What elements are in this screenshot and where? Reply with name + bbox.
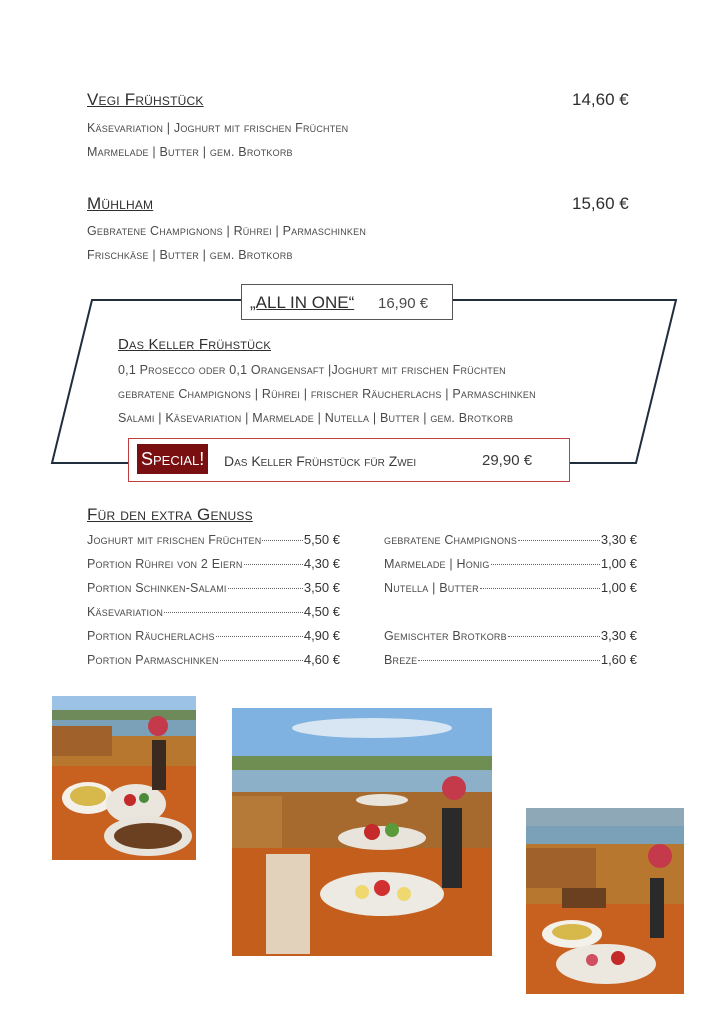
list-item	[87, 628, 340, 643]
item-name: Portion Räucherlachs	[87, 629, 215, 643]
dot-leader	[216, 636, 303, 637]
list-item	[87, 556, 340, 571]
dot-leader	[418, 660, 600, 661]
special-text: Das Keller Frühstück für Zwei	[224, 453, 417, 469]
breakfast-photo-center	[232, 708, 492, 956]
keller-desc: 0,1 Prosecco oder 0,1 Orangensaft |Joghurt mit frischen Früchten	[118, 363, 506, 377]
special-price: 29,90 €	[482, 452, 533, 469]
menu-item-desc: Marmelade | Butter | gem. Brotkorb	[87, 145, 293, 159]
list-item	[384, 556, 637, 571]
menu-item-desc: Frischkäse | Butter | gem. Brotkorb	[87, 248, 293, 262]
item-name: Käsevariation	[87, 605, 164, 619]
list-item	[87, 580, 340, 595]
item-price: 1,60 €	[600, 652, 637, 667]
item-name: Portion Schinken-Salami	[87, 581, 227, 595]
dot-leader	[491, 564, 600, 565]
item-name: Portion Rührei von 2 Eiern	[87, 557, 243, 571]
dot-leader	[244, 564, 303, 565]
item-name: Nutella | Butter	[384, 581, 479, 595]
special-tag: Special!	[137, 444, 208, 474]
list-item	[384, 652, 637, 667]
item-price: 1,00 €	[600, 556, 637, 571]
list-item	[384, 628, 637, 643]
breakfast-photo-left	[52, 696, 196, 860]
dot-leader	[480, 588, 600, 589]
dot-leader	[508, 636, 600, 637]
item-price: 3,50 €	[303, 580, 340, 595]
item-name: Joghurt mit frischen Früchten	[87, 533, 262, 547]
item-name: Breze	[384, 653, 418, 667]
list-item	[87, 532, 340, 547]
extra-title: Für den extra Genuss	[87, 505, 253, 524]
menu-item-title: Mühlham	[87, 194, 154, 213]
item-price: 4,90 €	[303, 628, 340, 643]
list-item	[384, 532, 637, 547]
dot-leader	[220, 660, 303, 661]
keller-desc: Salami | Käsevariation | Marmelade | Nutella | Butter | gem. Brotkorb	[118, 411, 514, 425]
menu-item-price: 14,60 €	[572, 90, 629, 109]
list-item	[384, 580, 637, 595]
item-name: Portion Parmaschinken	[87, 653, 219, 667]
list-item	[87, 652, 340, 667]
dot-leader	[518, 540, 600, 541]
menu-item-title: Vegi Frühstück	[87, 90, 204, 109]
extra-list-right	[384, 532, 637, 672]
special-box	[128, 438, 570, 482]
keller-title: Das Keller Frühstück	[118, 336, 271, 353]
dot-leader	[228, 588, 303, 589]
dot-leader	[262, 540, 302, 541]
dot-leader	[164, 612, 303, 613]
item-price: 3,30 €	[600, 532, 637, 547]
all-in-one-price: 16,90 €	[378, 295, 429, 312]
item-price: 5,50 €	[303, 532, 340, 547]
list-item	[87, 604, 340, 619]
item-name: Gemischter Brotkorb	[384, 629, 507, 643]
item-name: Marmelade | Honig	[384, 557, 490, 571]
item-price: 3,30 €	[600, 628, 637, 643]
menu-item-price: 15,60 €	[572, 194, 629, 213]
item-price: 1,00 €	[600, 580, 637, 595]
keller-desc: gebratene Champignons | Rührei | frischer Räucherlachs | Parmaschinken	[118, 387, 536, 401]
menu-item-desc: Gebratene Champignons | Rührei | Parmaschinken	[87, 224, 367, 238]
item-price: 4,50 €	[303, 604, 340, 619]
all-in-one-box	[241, 284, 453, 320]
all-in-one-title: „ALL IN ONE“	[250, 293, 355, 312]
item-price: 4,60 €	[303, 652, 340, 667]
item-price: 4,30 €	[303, 556, 340, 571]
menu-item-desc: Käsevariation | Joghurt mit frischen Früchten	[87, 121, 349, 135]
extra-list-left	[87, 532, 340, 672]
breakfast-photo-right	[526, 808, 684, 994]
item-name: gebratene Champignons	[384, 533, 518, 547]
